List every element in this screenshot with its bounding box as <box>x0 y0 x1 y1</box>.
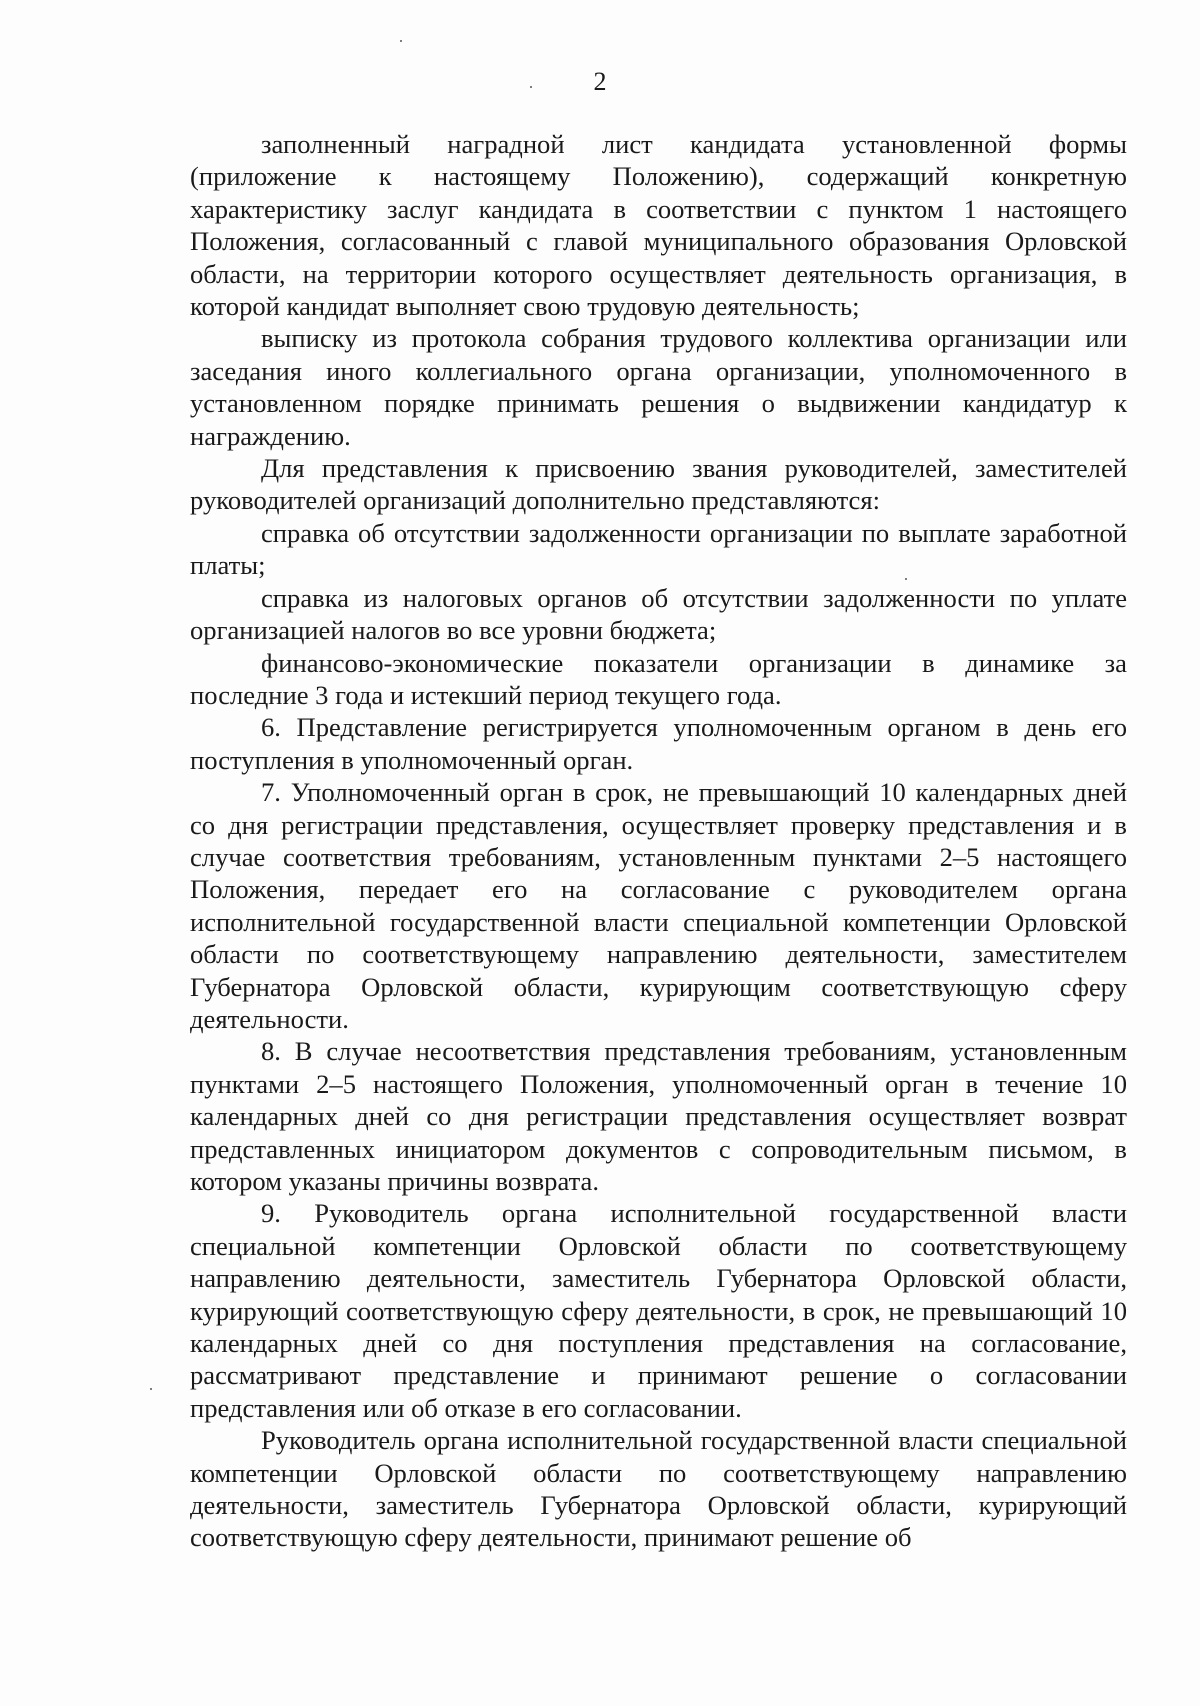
paragraph: финансово-экономические показатели организации в динамике за последние 3 года и истекший период текущего года. <box>190 647 1127 710</box>
paragraph: 7. Уполномоченный орган в срок, не превышающий 10 календарных дней со дня регистрации представления, осуществляет проверку представления и в случае соответствия требованиям, установленным пунктами 2–5 настоящего Положения, передает его на согласование с руководителем органа исполнительной государственной власти специальной компетенции Орловской области по соответствующему направлению деятельности, заместителем Губернатора Орловской области, курирующим соответствующую сферу деятельности. <box>190 777 1127 1034</box>
paragraph: справка об отсутствии задолженности организации по выплате заработной платы; <box>190 517 1127 581</box>
paragraph: 8. В случае несоответствия представления требованиям, установленным пунктами 2–5 настоящего Положения, уполномоченный орган в течение 10 календарных дней со дня регистрации представления осуществляет возврат представленных инициатором документов с сопроводительным письмом, в котором указаны причины возврата. <box>190 1036 1127 1196</box>
paragraph: Для представления к присвоению звания руководителей, заместителей руководителей организаций дополнительно представляются: <box>190 453 1127 516</box>
paragraph: 9. Руководитель органа исполнительной государственной власти специальной компетенции Орловской области по соответствующему направлению деятельности, заместитель Губернатора Орловской области, курирующий соответствующую сферу деятельности, в срок, не превышающий 10 календарных дней со дня поступления представления на согласование, рассматривают представление и принимают решение о согласовании представления или об отказе в его согласовании. <box>190 1198 1127 1423</box>
page-number: 2 <box>593 67 607 96</box>
paragraph: заполненный наградной лист кандидата установленной формы (приложение к настоящему Положению), содержащий конкретную характеристику заслуг кандидата в соответствии с пунктом 1 настоящего Положения, согласованный с главой муниципального образования Орловской области, на территории которого осуществляет деятельность организация, в которой кандидат выполняет свою трудовую деятельность; <box>190 129 1127 322</box>
document-body <box>190 128 1127 1554</box>
paragraph: справка из налоговых органов об отсутствии задолженности по уплате организацией налогов во все уровни бюджета; <box>190 582 1127 646</box>
paragraph: Руководитель органа исполнительной государственной власти специальной компетенции Орловской области по соответствующему направлению деятельности, заместитель Губернатора Орловской области, курирующий соответствующую сферу деятельности, принимают решение об <box>190 1425 1127 1553</box>
scan-speck <box>150 1388 152 1390</box>
paragraph: выписку из протокола собрания трудового коллектива организации или заседания иного коллегиального органа организации, уполномоченного в установленном порядке принимать решения о выдвижении кандидатур к награждению. <box>190 323 1127 451</box>
paragraph: 6. Представление регистрируется уполномоченным органом в день его поступления в уполномоченный орган. <box>190 712 1127 775</box>
scan-speck <box>400 40 402 42</box>
